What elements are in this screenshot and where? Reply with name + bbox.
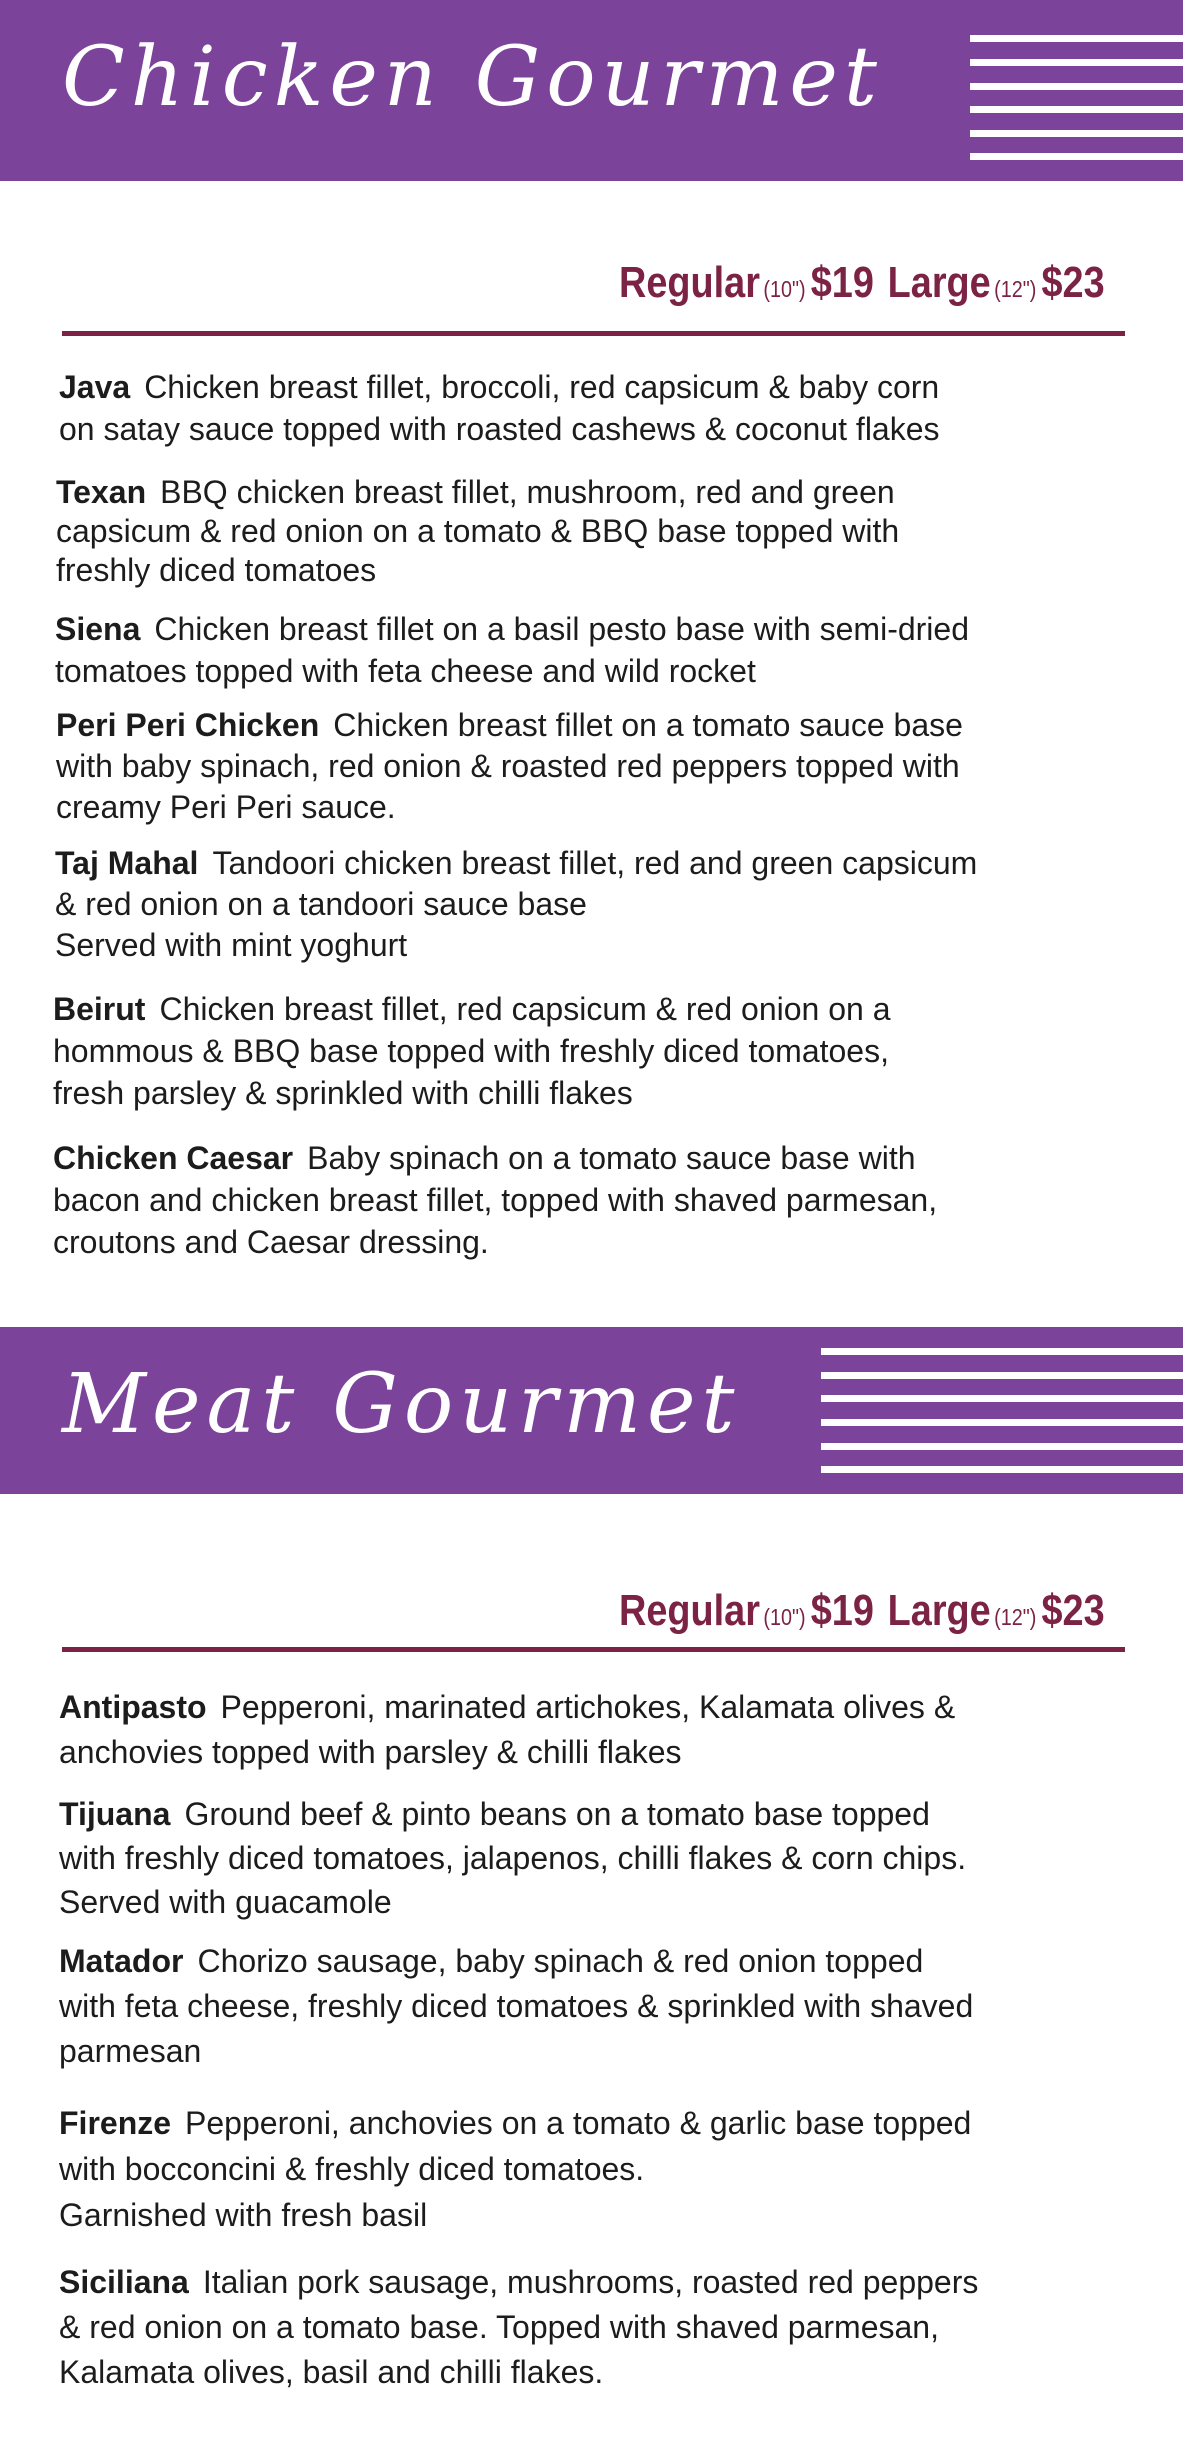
item-name: Beirut [53, 991, 146, 1027]
item-description-text: with baby spinach, red onion & roasted red peppers topped with [56, 748, 960, 784]
item-description-line [59, 1792, 966, 1836]
item-description-line [59, 2260, 978, 2305]
chicken-gourmet-banner [0, 0, 1183, 181]
item-description-line [56, 746, 963, 787]
item-description-text: hommous & BBQ base topped with freshly diced tomatoes, [53, 1033, 889, 1069]
item-description-text: Italian pork sausage, mushrooms, roasted red peppers [202, 2264, 979, 2300]
item-description-text: Pepperoni, marinated artichokes, Kalamata olives & [220, 1689, 956, 1725]
item-description-line [59, 2100, 971, 2146]
item-description-line [59, 2305, 978, 2350]
item-description-line [56, 512, 899, 551]
item-description-text: Garnished with fresh basil [59, 2197, 428, 2233]
item-description-text: fresh parsley & sprinkled with chilli flakes [53, 1075, 633, 1111]
item-description-text: Kalamata olives, basil and chilli flakes. [59, 2354, 604, 2390]
item-description-line [55, 843, 977, 884]
decorative-stripe [821, 1395, 1183, 1402]
item-name: Matador [59, 1943, 184, 1979]
menu-item [59, 1792, 966, 1924]
item-description-line [55, 650, 969, 692]
item-description-line [59, 366, 940, 408]
large-price: $23 [1041, 1586, 1105, 1635]
menu-item [59, 366, 940, 450]
decorative-stripe [821, 1348, 1183, 1355]
item-description-line [59, 408, 940, 450]
item-description-text: Tandoori chicken breast fillet, red and green capsicum [212, 845, 978, 881]
large-label: Large [887, 258, 992, 307]
item-description-text: bacon and chicken breast fillet, topped with shaved parmesan, [53, 1182, 938, 1218]
item-description-line [59, 1730, 955, 1775]
item-name: Taj Mahal [55, 845, 199, 881]
decorative-stripe [970, 83, 1183, 90]
item-description-text: Baby spinach on a tomato sauce base with [307, 1140, 916, 1176]
item-description-text: Served with guacamole [59, 1884, 392, 1920]
section-title: Meat Gourmet [62, 1357, 741, 1452]
item-description-text: & red onion on a tomato base. Topped with shaved parmesan, [59, 2309, 939, 2345]
decorative-stripe [821, 1419, 1183, 1426]
item-description-line [59, 1685, 955, 1730]
item-description-line [59, 1836, 966, 1880]
price-header [619, 1586, 1105, 1636]
item-description-line [55, 925, 977, 966]
item-description-text: Chicken breast fillet, red capsicum & red onion on a [159, 991, 891, 1027]
regular-price: $19 [811, 258, 875, 307]
item-description-text: anchovies topped with parsley & chilli flakes [59, 1734, 682, 1770]
large-label: Large [887, 1586, 992, 1635]
menu-item [59, 1939, 973, 2074]
item-description-text: with feta cheese, freshly diced tomatoes & sprinkled with shaved [59, 1988, 974, 2024]
item-description-line [56, 551, 899, 590]
regular-label: Regular [619, 258, 761, 307]
item-description-text: with bocconcini & freshly diced tomatoes. [59, 2151, 645, 2187]
item-description-line [59, 2350, 978, 2395]
item-name: Antipasto [59, 1689, 207, 1725]
item-name: Siciliana [59, 2264, 189, 2300]
decorative-stripe [970, 35, 1183, 42]
large-price: $23 [1041, 258, 1105, 307]
item-description-line [53, 1072, 891, 1114]
price-header [619, 258, 1105, 308]
item-description-text: Pepperoni, anchovies on a tomato & garlic base topped [185, 2105, 972, 2141]
item-description-text: capsicum & red onion on a tomato & BBQ base topped with [56, 513, 900, 549]
divider [62, 1647, 1125, 1652]
menu-item [53, 1137, 937, 1263]
item-description-text: BBQ chicken breast fillet, mushroom, red and green [160, 474, 895, 510]
item-description-text: & red onion on a tandoori sauce base [55, 886, 587, 922]
item-description-line [55, 608, 969, 650]
item-description-text: croutons and Caesar dressing. [53, 1224, 489, 1260]
item-description-line [59, 1984, 973, 2029]
menu-item [56, 705, 963, 828]
item-description-line [59, 2192, 971, 2238]
menu-item [59, 2100, 971, 2238]
item-description-line [59, 2029, 973, 2074]
item-description-text: Ground beef & pinto beans on a tomato base topped [184, 1796, 930, 1832]
item-name: Firenze [59, 2105, 172, 2141]
menu-item [59, 2260, 978, 2395]
menu-item [55, 843, 977, 966]
item-description-text: freshly diced tomatoes [56, 552, 377, 588]
item-description-line [59, 1939, 973, 1984]
item-name: Texan [56, 474, 147, 510]
menu-item [53, 988, 891, 1114]
large-size: (12") [994, 1604, 1037, 1630]
menu-item [55, 608, 969, 692]
item-name: Tijuana [59, 1796, 171, 1832]
item-name: Chicken Caesar [53, 1140, 294, 1176]
item-description-line [53, 1137, 937, 1179]
regular-label: Regular [619, 1586, 761, 1635]
item-description-text: with freshly diced tomatoes, jalapenos, chilli flakes & corn chips. [59, 1840, 967, 1876]
item-description-text: parmesan [59, 2033, 202, 2069]
decorative-stripe [970, 106, 1183, 113]
item-description-line [53, 988, 891, 1030]
item-description-text: Chicken breast fillet on a basil pesto base with semi-dried [154, 611, 969, 647]
item-name: Siena [55, 611, 141, 647]
item-description-line [59, 1880, 966, 1924]
item-description-text: Served with mint yoghurt [55, 927, 408, 963]
item-name: Peri Peri Chicken [56, 707, 320, 743]
item-description-text: creamy Peri Peri sauce. [56, 789, 396, 825]
menu-item [59, 1685, 955, 1775]
item-description-text: tomatoes topped with feta cheese and wild rocket [55, 653, 756, 689]
regular-price: $19 [811, 1586, 875, 1635]
item-description-text: Chicken breast fillet, broccoli, red capsicum & baby corn [144, 369, 940, 405]
item-description-line [53, 1179, 937, 1221]
regular-size: (10") [763, 276, 806, 302]
decorative-stripe [970, 153, 1183, 160]
item-description-line [56, 705, 963, 746]
decorative-stripe [970, 59, 1183, 66]
item-description-line [53, 1030, 891, 1072]
decorative-stripe [821, 1466, 1183, 1473]
item-description-line [53, 1221, 937, 1263]
divider [62, 331, 1125, 336]
item-description-text: on satay sauce topped with roasted cashews & coconut flakes [59, 411, 940, 447]
item-description-line [56, 787, 963, 828]
menu-item [56, 473, 899, 590]
decorative-stripe [821, 1372, 1183, 1379]
item-description-text: Chicken breast fillet on a tomato sauce base [333, 707, 963, 743]
section-title: Chicken Gourmet [62, 30, 883, 125]
regular-size: (10") [763, 1604, 806, 1630]
item-description-text: Chorizo sausage, baby spinach & red onion topped [197, 1943, 924, 1979]
item-description-line [59, 2146, 971, 2192]
item-description-line [56, 473, 899, 512]
item-name: Java [59, 369, 131, 405]
large-size: (12") [994, 276, 1037, 302]
decorative-stripe [821, 1443, 1183, 1450]
meat-gourmet-banner [0, 1327, 1183, 1494]
decorative-stripe [970, 130, 1183, 137]
item-description-line [55, 884, 977, 925]
